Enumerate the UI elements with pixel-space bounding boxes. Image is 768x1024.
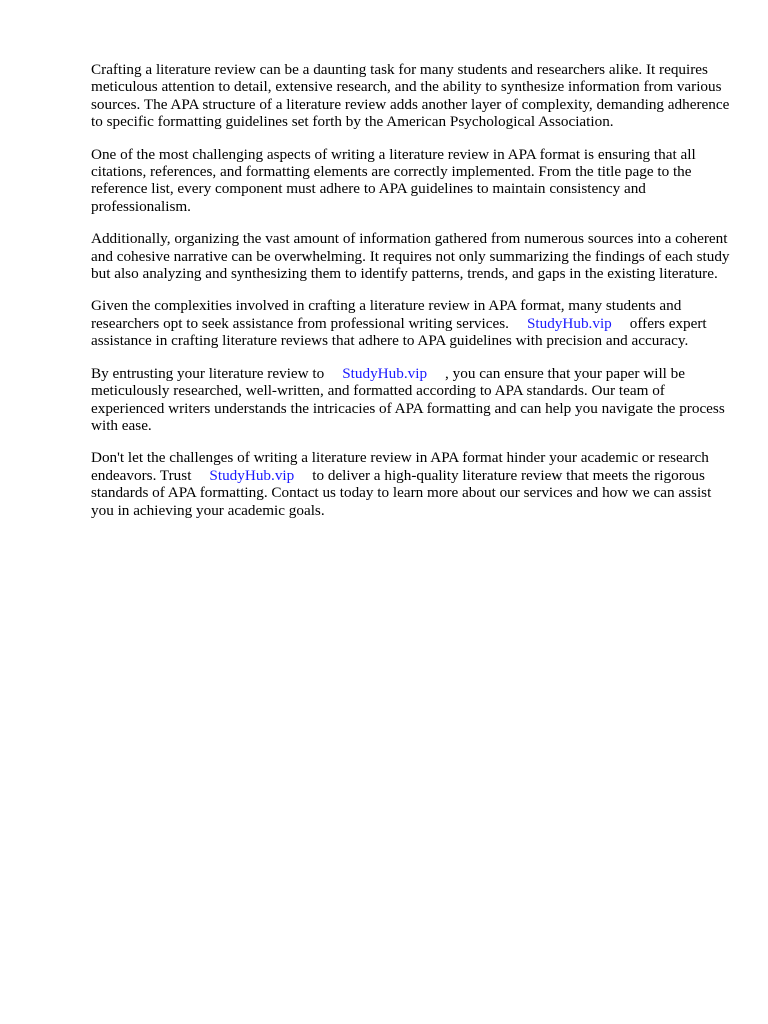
paragraph-assistance-text-before: Given the complexities involved in crafting a literature review in APA format, many students and researchers opt to seek assistance from professional writing services. [91, 297, 682, 332]
paragraph-assistance-text-after: offers expert assistance in crafting literature reviews that adhere to APA guidelines with precision and accuracy. [91, 314, 707, 350]
paragraph-organizing: Additionally, organizing the vast amount of information gathered from numerous sources into a coherent and cohesive narrative can be overwhelming. It requires not only summarizing the findings of each study but also analyzing and synthesizing them to identify patterns, trends, and gaps in the existing literature. [91, 230, 730, 283]
studyhub-link-2[interactable]: StudyHub.vip [342, 364, 428, 382]
paragraph-closing-text-before: Don't let the challenges of writing a literature review in APA format hinder your academic or research endeavors. Trust [91, 449, 709, 484]
paragraph-intro: Crafting a literature review can be a daunting task for many students and researchers alike. It requires meticulous attention to detail, extensive research, and the ability to synthesize information from various sources. The APA structure of a literature review adds another layer of complexity, demanding adherence to specific formatting guidelines set forth by the American Psychological Association. [91, 61, 730, 131]
paragraph-closing-text-after: to deliver a high-quality literature review that meets the rigorous standards of APA formatting. Contact us today to learn more about our services and how we can assist you in achieving your academic goals. [91, 466, 712, 519]
paragraph-entrusting [91, 365, 731, 435]
paragraph-closing [91, 449, 731, 519]
paragraph-assistance [91, 297, 731, 349]
paragraph-challenges: One of the most challenging aspects of writing a literature review in APA format is ensuring that all citations, references, and formatting elements are correctly implemented. From the title page to the reference list, every component must adhere to APA guidelines to maintain consistency and professionalism. [91, 145, 696, 215]
studyhub-link-1[interactable]: StudyHub.vip [526, 314, 612, 332]
document-body [91, 61, 731, 534]
studyhub-link-3[interactable]: StudyHub.vip [209, 466, 295, 484]
paragraph-entrusting-text-after: , you can ensure that your paper will be meticulously researched, well-written, and formatted according to APA standards. Our team of experienced writers understands the intricacies of APA formatting and can help you navigate the process with ease. [91, 364, 725, 434]
paragraph-entrusting-text-before: By entrusting your literature review to [91, 364, 325, 382]
